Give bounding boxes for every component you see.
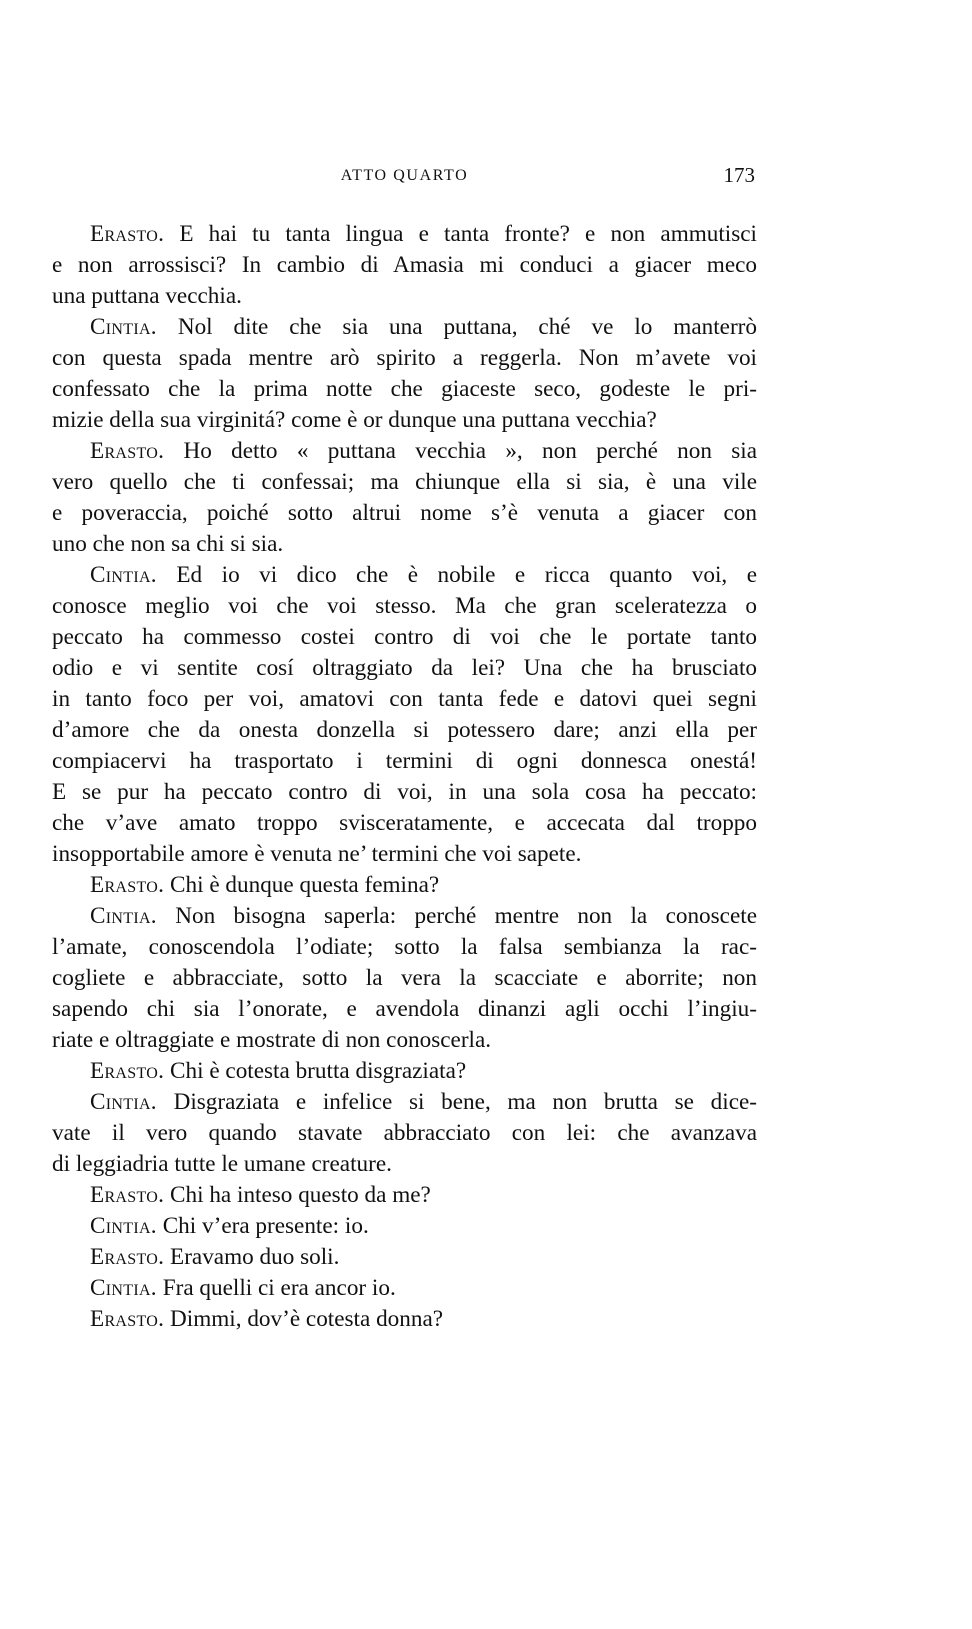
line-text: e poveraccia, poiché sotto altrui nome s’è venuta a giacer con <box>52 500 757 526</box>
text-line <box>52 653 757 684</box>
text-line <box>52 1242 757 1273</box>
line-text: con questa spada mentre arò spirito a reggerla. Non m’avete voi <box>52 345 757 371</box>
line-text: Nol dite che sia una puttana, ché ve lo manterrò <box>177 314 757 340</box>
line-text: peccato ha commesso costei contro di voi che le portate tanto <box>52 624 757 650</box>
text-line <box>52 715 757 746</box>
text-line <box>52 932 757 963</box>
line-text: compiacervi ha trasportato i termini di ogni donnesca onestá! <box>52 748 757 774</box>
line-text: cogliete e abbracciate, sotto la vera la scacciate e aborrite; non <box>52 965 757 991</box>
speaker-name: Cintia. <box>90 1089 157 1115</box>
line-text: Chi è dunque questa femina? <box>170 872 440 898</box>
page-number: 173 <box>723 163 755 187</box>
line-text: vero quello che ti confessai; ma chiunque ella si sia, è una vile <box>52 469 757 495</box>
speech-paragraph <box>52 436 757 560</box>
speaker-name: Cintia. <box>90 1275 157 1301</box>
line-text: Chi è cotesta brutta disgraziata? <box>170 1058 467 1084</box>
dialogue-body <box>52 219 757 1335</box>
line-text: Chi v’era presente: io. <box>162 1213 369 1239</box>
text-line <box>52 963 757 994</box>
speaker-name: Erasto. <box>90 438 165 464</box>
line-text: Ho detto « puttana vecchia », non perché non sia <box>183 438 757 464</box>
line-text: mizie della sua virginitá? come è or dunque una puttana vecchia? <box>52 407 657 433</box>
text-line <box>52 870 757 901</box>
line-text: odio e vi sentite cosí oltraggiato da lei? Una che ha brusciato <box>52 655 757 681</box>
speaker-name: Erasto. <box>90 1306 165 1332</box>
line-text: conosce meglio voi che voi stesso. Ma che gran sceleratezza o <box>52 593 757 619</box>
speaker-name: Cintia. <box>90 1213 157 1239</box>
line-text: Non bisogna saperla: perché mentre non la conoscete <box>175 903 757 929</box>
line-text: Eravamo duo soli. <box>170 1244 340 1270</box>
text-line <box>52 1056 757 1087</box>
line-text: insopportabile amore è venuta ne’ termini che voi sapete. <box>52 841 582 867</box>
text-line <box>52 777 757 808</box>
text-line <box>52 1087 757 1118</box>
line-text: una puttana vecchia. <box>52 283 242 309</box>
text-line <box>52 529 757 560</box>
speaker-name: Erasto. <box>90 872 165 898</box>
text-line <box>52 1304 757 1335</box>
text-line <box>52 219 757 250</box>
speaker-name: Erasto. <box>90 1058 165 1084</box>
text-line <box>52 405 757 436</box>
text-line <box>52 436 757 467</box>
speaker-name: Cintia. <box>90 903 157 929</box>
speech-paragraph <box>52 1273 757 1304</box>
text-line <box>52 560 757 591</box>
line-text: sapendo chi sia l’onorate, e avendola dinanzi agli occhi l’ingiu- <box>52 996 757 1022</box>
line-text: in tanto foco per voi, amatovi con tanta fede e datovi quei segni <box>52 686 757 712</box>
speech-paragraph <box>52 1087 757 1180</box>
line-text: Chi ha inteso questo da me? <box>170 1182 431 1208</box>
speech-paragraph <box>52 1304 757 1335</box>
line-text: che v’ave amato troppo svisceratamente, e accecata dal troppo <box>52 810 757 836</box>
line-text: riate e oltraggiate e mostrate di non conoscerla. <box>52 1027 492 1053</box>
text-line <box>52 281 757 312</box>
speech-paragraph <box>52 1056 757 1087</box>
line-text: e non arrossisci? In cambio di Amasia mi conduci a giacer meco <box>52 252 757 278</box>
running-title: ATTO QUARTO <box>340 167 469 184</box>
line-text: Dimmi, dov’è cotesta donna? <box>170 1306 444 1332</box>
text-line <box>52 467 757 498</box>
text-line <box>52 312 757 343</box>
speech-paragraph <box>52 1211 757 1242</box>
text-line <box>52 839 757 870</box>
text-line <box>52 1273 757 1304</box>
line-text: di leggiadria tutte le umane creature. <box>52 1151 392 1177</box>
speech-paragraph <box>52 901 757 1056</box>
speech-paragraph <box>52 312 757 436</box>
line-text: uno che non sa chi si sia. <box>52 531 284 557</box>
text-line <box>52 1025 757 1056</box>
speaker-name: Erasto. <box>90 221 165 247</box>
speech-paragraph <box>52 1242 757 1273</box>
text-line <box>52 1180 757 1211</box>
text-line <box>52 684 757 715</box>
line-text: l’amate, conoscendola l’odiate; sotto la falsa sembianza la rac- <box>52 934 757 960</box>
speech-paragraph <box>52 1180 757 1211</box>
line-text: E hai tu tanta lingua e tanta fronte? e non ammutisci <box>179 221 757 247</box>
text-line <box>52 901 757 932</box>
speaker-name: Erasto. <box>90 1182 165 1208</box>
line-text: E se pur ha peccato contro di voi, in una sola cosa ha peccato: <box>52 779 757 805</box>
text-line <box>52 1211 757 1242</box>
text-line <box>52 622 757 653</box>
running-head <box>52 163 757 193</box>
speech-paragraph <box>52 870 757 901</box>
text-line <box>52 1149 757 1180</box>
text-line <box>52 374 757 405</box>
text-line <box>52 591 757 622</box>
text-line <box>52 1118 757 1149</box>
text-line <box>52 808 757 839</box>
speaker-name: Cintia. <box>90 562 157 588</box>
speaker-name: Erasto. <box>90 1244 165 1270</box>
line-text: vate il vero quando stavate abbracciato con lei: che avanzava <box>52 1120 757 1146</box>
line-text: Ed io vi dico che è nobile e ricca quanto voi, e <box>176 562 757 588</box>
line-text: Disgraziata e infelice si bene, ma non brutta se dice- <box>173 1089 757 1115</box>
speaker-name: Cintia. <box>90 314 157 340</box>
line-text: confessato che la prima notte che giaceste seco, godeste le pri- <box>52 376 757 402</box>
text-line <box>52 498 757 529</box>
line-text: Fra quelli ci era ancor io. <box>162 1275 396 1301</box>
line-text: d’amore che da onesta donzella si potessero dare; anzi ella per <box>52 717 757 743</box>
text-line <box>52 746 757 777</box>
text-line <box>52 994 757 1025</box>
speech-paragraph <box>52 219 757 312</box>
text-line <box>52 343 757 374</box>
text-line <box>52 250 757 281</box>
speech-paragraph <box>52 560 757 870</box>
